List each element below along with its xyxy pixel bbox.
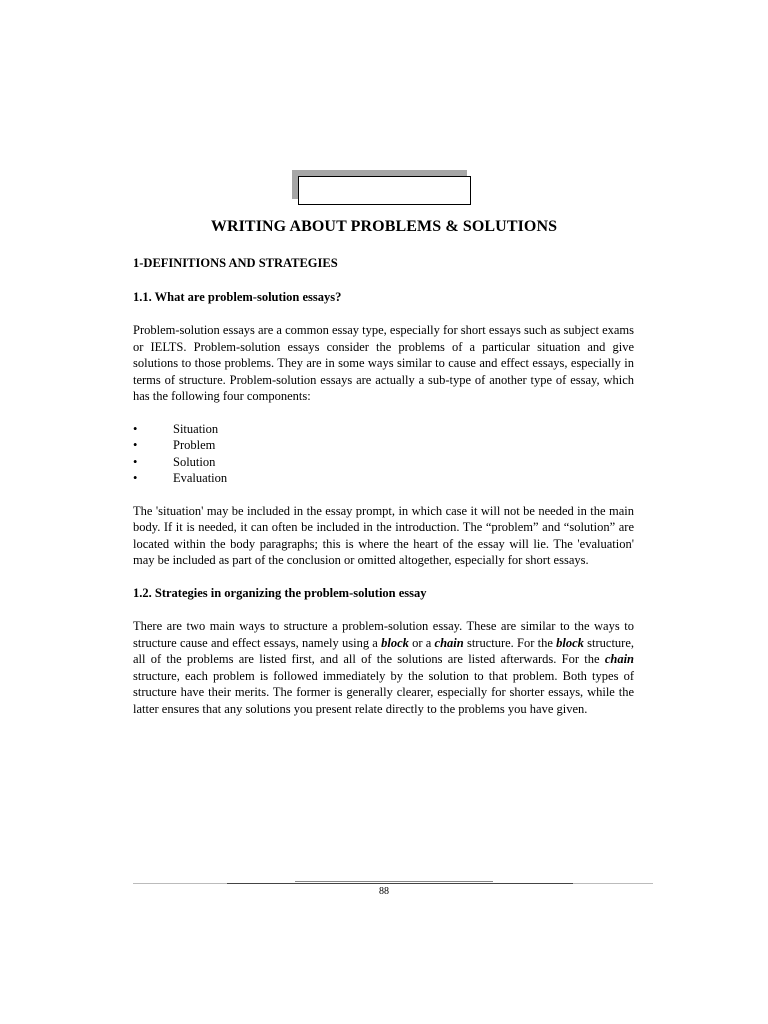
page-title: WRITING ABOUT PROBLEMS & SOLUTIONS [210,218,558,235]
text-run: structure, each problem is followed immediately by the solution to that problem. Both types of structure have their merits. The former is generally clearer, especially for shorter essays, while the latter ensures that any solutions you present relate directly to the problems you have given. [133,668,634,716]
text-run: structure, all of the problems are listed first, and all of the solutions are listed afterwards. For the [133,635,635,666]
list-item [133,421,634,438]
emphasis-chain: chain [434,635,464,650]
bullet-icon: • [133,421,138,436]
paragraph-strategies [133,618,634,717]
chapter-title-box [298,176,471,205]
list-item-label: Evaluation [173,471,228,485]
footer-divider [295,881,493,882]
section-heading: 1-DEFINITIONS AND STRATEGIES [133,256,338,270]
list-item-label: Situation [173,421,219,436]
list-item-label: Solution [173,454,216,469]
bullet-icon: • [133,438,138,452]
list-item [133,470,634,487]
list-item [133,437,634,454]
page-number: 88 [379,886,389,897]
subsection-heading-1: 1.1. What are problem-solution essays? [133,289,342,304]
list-item [133,454,634,471]
components-list [133,421,634,487]
bullet-icon: • [133,471,138,485]
emphasis-block: block [381,635,409,650]
text-run: or a [408,635,435,650]
document-body [133,255,634,733]
text-run: There are two main ways to structure a problem-solution essay. These are similar to the ways to structure cause and effect essays, namely using a [133,619,634,650]
subsection-heading-2: 1.2. Strategies in organizing the problem-solution essay [133,585,427,600]
footer-divider [227,883,573,884]
bullet-icon: • [133,454,138,469]
list-item-label: Problem [173,438,216,452]
paragraph-situation: The 'situation' may be included in the essay prompt, in which case it will not be needed in the main body. If it is needed, it can often be included in the introduction. The “problem” and “solution” are located within the body paragraphs; this is where the heart of the essay will lie. The 'evaluation' may be included as part of the conclusion or omitted altogether, especially for short essays. [133,503,634,567]
text-run: structure. For the [463,635,557,650]
paragraph-intro: Problem-solution essays are a common essay type, especially for short essays such as subject exams or IELTS. Problem-solution essays consider the problems of a particular situation and give solutions to those problems. They are in some ways similar to cause and effect essays, especially in terms of structure. Problem-solution essays are actually a sub-type of another type of essay, which has the following four components: [133,323,634,403]
emphasis-block: block [556,635,584,650]
emphasis-chain: chain [604,652,634,666]
